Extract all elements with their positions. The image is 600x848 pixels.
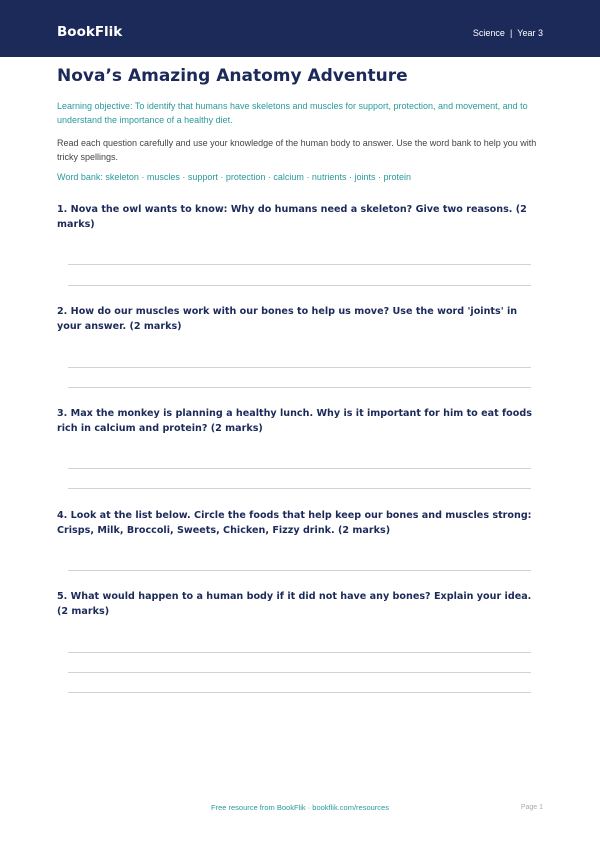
answer-line[interactable] [68,652,531,653]
answer-line[interactable] [68,285,531,286]
subject-label: Science [472,28,505,38]
page-title: Nova’s Amazing Anatomy Adventure [57,66,408,86]
subject-year [473,28,543,38]
question-2: 2. How do our muscles work with our bones to help us move? Use the word 'joints' in your answer. (2 marks) [57,306,518,332]
meta-separator: | [509,28,513,38]
answer-line[interactable] [68,488,531,489]
learning-objective: Learning objective: To identify that humans have skeletons and muscles for support, protection, and movement, and to understand the importance of a healthy diet. [57,101,528,125]
answer-line[interactable] [68,468,531,469]
answer-line[interactable] [68,367,531,368]
answer-line[interactable] [68,672,531,673]
answer-line[interactable] [68,692,531,693]
question-5: 5. What would happen to a human body if it did not have any bones? Explain your idea. (2 marks) [57,591,532,617]
year-label: Year 3 [517,28,543,38]
page-number: Page 1 [520,804,543,811]
answer-line[interactable] [68,264,531,265]
instructions: Read each question carefully and use your knowledge of the human body to answer. Use the word bank to help you with tricky spellings. [57,138,537,162]
answer-line[interactable] [68,387,531,388]
footer-credit[interactable]: Free resource from BookFlik · bookflik.com/resources [211,803,389,812]
brand-logo[interactable]: BookFlik [57,24,123,40]
question-4: 4. Look at the list below. Circle the foods that help keep our bones and muscles strong: Crisps, Milk, Broccoli, Sweets, Chicken, Fizzy drink. (2 marks) [57,510,532,536]
answer-line[interactable] [68,570,531,571]
question-1: 1. Nova the owl wants to know: Why do humans need a skeleton? Give two reasons. (2 marks) [57,204,527,230]
header-bar [0,0,600,57]
word-bank: Word bank: skeleton · muscles · support · protection · calcium · nutrients · joints · protein [57,172,411,182]
question-3: 3. Max the monkey is planning a healthy lunch. Why is it important for him to eat foods rich in calcium and protein? (2 marks) [57,408,532,434]
